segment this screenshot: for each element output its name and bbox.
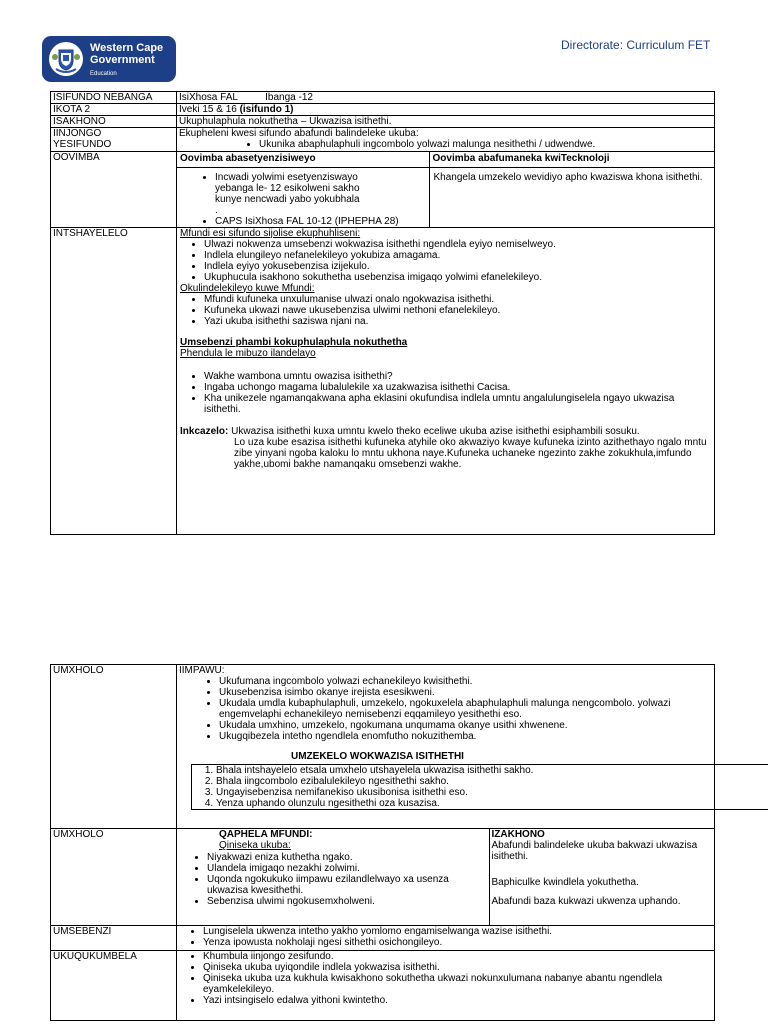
explanation-block [180,426,711,437]
row-theme-notes [51,829,715,926]
week-value: Iveki 15 & 16 [179,104,237,115]
conclusion-item: • Yazi intsingiselo edalwa yithoni kwintetho. [203,995,712,1006]
expectations-heading: Okulindelekileyo kuwe Mfundi: [180,282,315,294]
note-list [179,852,487,907]
row-theme-features [51,665,715,829]
feature-item: • Ukusebenzisa isimbo okanye irejista esesikweni. [219,687,712,698]
label-activity: UMSEBENZI [51,926,177,951]
questions-list [180,371,711,415]
label-theme-2: UMXHOLO [51,829,177,926]
resource-item: • Incwadi yolwimi esetyenziswayo yebanga le- 12 esikolweni sakho kunye nencwadi yabo yokubhala . [215,172,365,216]
resources-used-head: Oovimba abasetyenzisiweyo [177,152,429,167]
pre-activity-heading: Umsebenzi phambi kokuphulaphula nokuthetha [180,336,408,348]
week-cell [177,104,715,116]
example-box [191,764,768,810]
explanation-text-2: Lo uza kube esazisa isithethi kufuneka atyhile oko akwaziyo kwaye kufuneka izinto azithethayo ngalo mntu zibe yinyani ngoba kaloku lo mntu ukhona naye.Kufuneka uchaneke ngezinto zakhe zokukhula,imfundo yakhe,ubomi bakhe namanqaku omsebenzi wakhe. [234,436,707,470]
row-activity [51,926,715,951]
pre-activity-instruction: Phendula le mibuzo ilandelayo [180,347,316,359]
row-conclusion [51,951,715,1021]
activity-list [179,926,712,948]
logo-name: Western Cape Government [90,42,164,66]
objectives-cell [177,128,715,152]
row-introduction [51,227,715,534]
explanation-text-1: Ukwazisa isithethi kuxa umntu kwelo theko eceliwe ukuba azise isithethi esiphambili sosuku. [231,425,640,437]
resources-tech-head: Oovimba abafumaneka kwiTecknoloji [429,152,714,167]
subject-value: IsiXhosa FAL [179,92,238,103]
label-skill: ISAKHONO [51,116,177,128]
label-term: IKOTA 2 [51,104,177,116]
expectations-list [180,294,711,327]
expectation-item: • Kufuneka ukwazi nawe ukusebenzisa ulwimi nethoni efanelekileyo. [204,305,711,316]
question-item: • Ingaba uchongo magama lubalulekile xa uzakwazisa isithethi Cacisa. [204,382,711,393]
label-conclusion: UKUQUKUMBELA [51,951,177,1021]
features-list [179,676,712,742]
conclusion-item: • Qiniseka ukuba uyiqondile indlela yokwazisa isithethi. [203,962,712,973]
grade-value: Ibanga -12 [265,92,313,103]
skills-text-1: Abafundi balindeleke ukuba bakwazi ukwazisa isithethi. [491,840,698,862]
skills-text-3: Abafundi baza kukwazi ukwenza uphando. [491,896,681,907]
example-item: 3. Ungayisebenzisa nemifanekiso ukusibonisa isithethi eso. [216,787,768,798]
resources-used-list [177,167,429,227]
example-title: UMZEKELO WOKWAZISA ISITHETHI [291,751,464,762]
question-item: • Kha unikezele ngamanqakwana apha eklasini okufundisa indlela umntu angalulungiselela ngayo ukwazisa isithethi. [204,393,711,415]
activity-item: • Yenza ipowusta nokholaji ngesi sithethi osichongileyo. [203,937,712,948]
note-item: • Niyakwazi eniza kuthetha ngako. [207,852,487,863]
intro-item: • Indlela eyiyo yokusebenzisa izijekulo. [204,261,711,272]
coat-of-arms-icon [48,41,84,77]
intro-item: • Ulwazi nokwenza umsebenzi wokwazisa isithethi ngendlela eyiyo nemiselweyo. [204,239,711,250]
label-theme: UMXHOLO [51,665,177,829]
note-heading: QAPHELA MFUNDI: [219,829,313,840]
explanation-label: Inkcazelo: [180,425,229,437]
note-item: • Ulandela imigaqo nezakhi zolwimi. [207,863,487,874]
question-item: • Wakhe wambona umntu owazisa isithethi? [204,371,711,382]
conclusion-item: • Qiniseka ukuba uza kukhula kwisakhono sokuthetha ukwazi nokunxulumana nabanye abantu ngendlela eyamkelekileyo. [203,973,712,995]
row-resources [51,152,715,228]
resource-item: • CAPS IsiXhosa FAL 10-12 (IPHEPHA 28) [215,216,429,227]
example-item: 2. Bhala iingcombolo ezibalulekileyo ngesithethi sakho. [216,776,768,787]
notes-cell [177,829,715,926]
row-skill [51,116,715,128]
logo-department: Education [90,71,117,77]
intro-heading: Mfundi esi sifundo sijolise ekuphuhliseni: [180,227,361,239]
expectation-item: • Yazi ukuba isithethi saziswa njani na. [204,316,711,327]
intro-item: • Indlela elungileyo nefanelekileyo yokubiza amagama. [204,250,711,261]
activity-item: • Lungiselela ukwenza intetho yakho yomlomo engamiselwanga wazise isithethi. [203,926,712,937]
example-list [194,765,768,809]
label-objectives: IINJONGO YESIFUNDO [51,128,177,152]
note-item: • Uqonda ngokukuko iimpawu ezilandlelwayo xa usenza ukwazisa kwesithethi. [207,874,487,896]
example-item: 1. Bhala intshayelelo etsala umxhelo utshayelela ukwazisa isithethi sakho. [216,765,768,776]
skills-heading: IZAKHONO [491,829,545,840]
label-introduction: INTSHAYELELO [51,227,177,534]
skills-text-2: Baphiculke kwindlela yokuthetha. [491,877,639,888]
feature-item: • Ukufumana ingcombolo yolwazi echanekileyo kwisithethi. [219,676,712,687]
introduction-cell [177,227,715,534]
subject-grade-cell [177,92,715,104]
intro-list [180,239,711,283]
objective-item: • Ukunika abaphulaphuli ingcombolo yolwazi malunga nesithethi / udwendwe. [259,139,712,150]
conclusion-item: • Khumbula iinjongo zesifundo. [203,951,712,962]
row-objectives [51,128,715,152]
features-heading: IIMPAWU: [179,665,225,676]
label-resources: OOVIMBA [51,152,177,228]
example-item: 4. Yenza uphando olunzulu ngesithethi oza kusazisa. [216,798,768,809]
note-item: • Sebenzisa ulwimi ngokusemxholweni. [207,896,487,907]
lesson-number: (isifundo 1) [239,104,294,115]
feature-item: • Ukudala umxhino, umzekelo, ngokumana unqumama okanye usithi xhwenene. [219,720,712,731]
feature-item: • Ukugqibezela intetho ngendlela enomfutho nokuzithemba. [219,731,712,742]
features-cell [177,665,715,829]
intro-item: • Ukuphucula isakhono sokuthetha usebenzisa imigaqo yolwimi efanelekileyo. [204,272,711,283]
lesson-content-table [50,664,715,1021]
activity-cell [177,926,715,951]
row-term [51,104,715,116]
label-subject: ISIFUNDO NEBANGA [51,92,177,104]
expectation-item: • Mfundi kufuneka unxulumanise ulwazi onalo ngokwazisa isithethi. [204,294,711,305]
objectives-intro: Ekupheleni kwesi sifundo abafundi balindeleke ukuba: [179,128,419,139]
directorate-title: Directorate: Curriculum FET [561,38,711,52]
note-subheading: Qiniseka ukuba: [219,840,291,851]
skill-value: Ukuphulaphula nokuthetha – Ukwazisa isithethi. [177,116,715,128]
row-subject-grade [51,92,715,104]
note-learner [177,829,489,925]
western-cape-logo [42,36,176,82]
conclusion-list [179,951,712,1006]
feature-item: • Ukudala umdla kubaphulaphuli, umzekelo, ngokuxelela abaphulaphuli malunga nengcombolo. yolwazi engemvelaphi echanekileyo nemisebenzi eqqamileyo yesithethi eso. [219,698,712,720]
conclusion-cell [177,951,715,1021]
resources-cell [177,152,715,228]
resources-tech-text: Khangela umzekelo wevidiyo apho kwaziswa khona isithethi. [433,171,703,183]
lesson-plan-table [50,91,715,535]
skills-column [489,829,714,925]
